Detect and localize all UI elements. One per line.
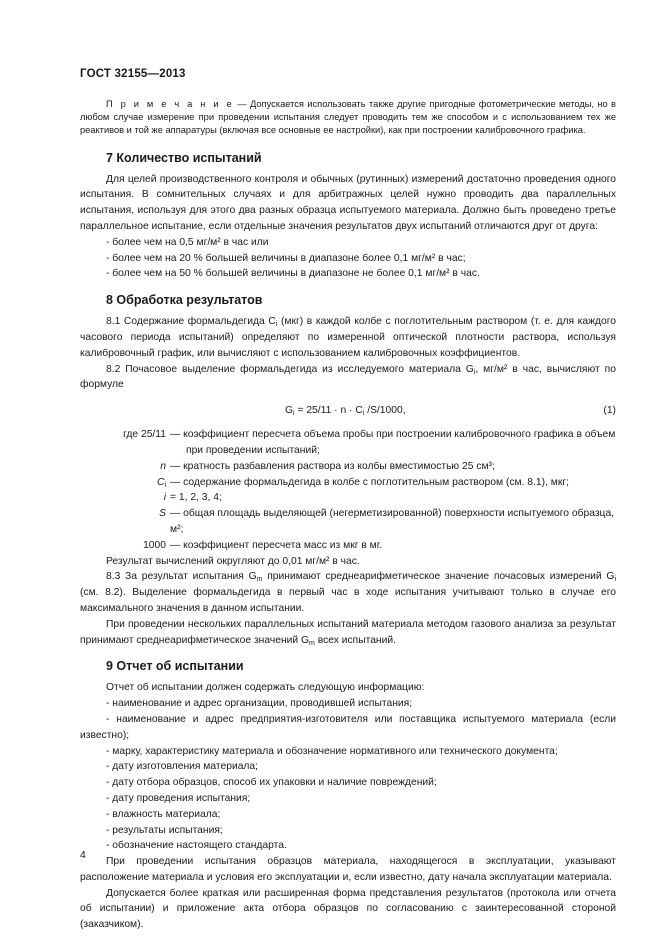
note-paragraph [80,98,616,138]
formula-1 [80,399,616,423]
section-9-title: 9 Отчет об испытании [106,659,244,674]
clause-8-4: При проведении нескольких параллельных испытаний материала методом газового анализа за результат принимают среднеарифметическое значений $G_m$ всех испытаний. [80,618,616,647]
list-item: - более чем на 20 % большей величины в диапазоне более 0,1 мг/м² в час; [106,252,466,264]
list-item: - дату проведения испытания; [106,792,251,804]
list-item: - обозначение настоящего стандарта. [106,840,287,852]
section-8 [80,292,616,648]
where-row-n: n — кратность разбавления раствора из колбы вместимостью 25 см³; [160,460,495,472]
note-text: — Допускается использовать также другие пригодные фотометрические методы, но в любом случае измерение при проведении испытания следует проводить тем же способом и с использованием тех же реактивов и той же аппаратуры (включая все основные ее настройки), как при построении калибровочного графика. [80,99,616,136]
list-item: - наименование и адрес организации, проводившей испытания; [106,698,413,710]
section-7-paragraph: Для целей производственного контроля и обычных (рутинных) измерений достаточно проведения одного испытания. В сомнительных случаях и для арбитражных целей нужно проводить два параллельных испытания, используя для этого два разных образца испытуемого материала. Должно быть проведено третье параллельное испытание, если отдельные значения результатов двух испытаний отличаются друг от друга: [80,173,616,232]
section-7-title: 7 Количество испытаний [106,150,262,165]
note-label: П р и м е ч а н и е [106,99,235,109]
clause-8-1: 8.1 Содержание формальдегида $C_i$ (мкг) в каждой колбе с поглотительным раствором (т. е. для каждого часового периода испытаний) определяют по измеренной оптической плотности раствора, используя калибровочный график, или вычисляют с использованием калибровочных коэффициентов. [80,316,617,359]
section-9-intro: Отчет об испытании должен содержать следующую информацию: [106,682,425,694]
section-9 [80,658,616,933]
clause-8-2: 8.2 Почасовое выделение формальдегида из исследуемого материала $G_i$, мг/м² в час, вычисляют по формуле [80,363,616,391]
clause-8-3: 8.3 За результат испытания $G_m$ принимают среднеарифметическое значение почасовых измерений $G_i$ (см. 8.2). Выделение формальдегида в первый час в ходе испытания учитывают только в случае его максимального значения в данном испытании. [80,571,616,614]
page-body [80,98,616,943]
list-item: - влажность материала; [106,808,221,820]
where-row-c: $C_i$ — содержание формальдегида в колбе с поглотительным раствором (см. 8.1), мкг; [157,476,569,489]
section-7 [80,150,616,283]
where-row-1000: 1000 — коэффициент пересчета масс из мкг в мг. [143,539,383,551]
list-item: - более чем на 50 % большей величины в диапазоне не более 0,1 мг/м² в час. [106,268,480,280]
list-item: - результаты испытания; [106,824,223,836]
formula-number: (1) [603,405,616,417]
list-item: - дату отбора образцов, способ их упаковки и наличие повреждений; [106,777,437,789]
list-item: - дату изготовления материала; [106,761,259,773]
where-row-s: S — общая площадь выделяющей (негерметизированной) поверхности испытуемого образца, м²; [159,508,615,535]
section-9-paragraph: При проведении испытания образцов материала, находящегося в эксплуатации, указывают расположение материала и условия его эксплуатации и, если известно, дату начала эксплуатации материала. [80,856,616,883]
where-row-coefficient: где 25/11 — коэффициент пересчета объема пробы при построении калибровочного графика в объем [123,429,616,441]
list-item: - более чем на 0,5 мг/м² в час или [106,236,269,248]
list-item: - марку, характеристику материала и обозначение нормативного или технического документа; [106,745,558,757]
section-9-paragraph: Допускается более краткая или расширенная форма представления результатов (протокола или отчета об испытании) и приложение акта отбора образцов по согласованию с заинтересованной стороной (заказчиком). [80,887,616,931]
document-header: ГОСТ 32155—2013 [80,68,186,80]
formula-expression: $G_i = 25/11 \cdot n \cdot C_i$ /S/1000, [285,405,406,418]
section-8-title: 8 Обработка результатов [106,293,263,308]
list-item: - наименование и адрес предприятия-изготовителя или поставщика испытуемого материала (если известно); [80,713,616,741]
rounding-note: Результат вычислений округляют до 0,01 мг/м² в час. [106,555,360,567]
where-row-i: i = 1, 2, 3, 4; [163,492,222,504]
where-row-continuation: при проведении испытаний; [186,444,320,456]
page-number: 4 [80,850,86,861]
